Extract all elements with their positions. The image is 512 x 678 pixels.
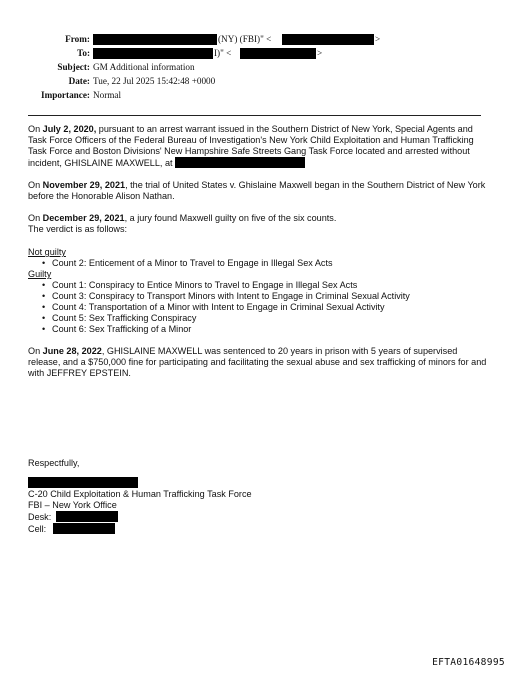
date-highlight: July 2, 2020,	[42, 124, 97, 134]
importance-label: Importance:	[41, 90, 90, 100]
paragraph-arrest: On July 2, 2020, pursuant to an arrest warrant issued in the Southern District of New York, Special Agents and Task Force Officers of the Federal Bureau of Investigation's New York Child Exploitation and Human Trafficking Task Force and Boston Divisions' New Hampshire Safe Streets Gang Task Force located and arrested without incident, GHISLAINE MAXWELL, at	[28, 124, 474, 168]
date-highlight: November 29, 2021	[42, 180, 126, 190]
redaction-block	[53, 523, 115, 534]
importance-value: Normal	[93, 90, 122, 100]
subject-label: Subject:	[57, 62, 90, 72]
not-guilty-list	[28, 258, 488, 269]
list-item: • Count 4: Transportation of a Minor with Intent to Engage in Criminal Sexual Activity	[42, 302, 488, 313]
redaction-block	[175, 157, 305, 168]
guilty-list	[28, 280, 488, 335]
paragraph-sentence: On June 28, 2022, GHISLAINE MAXWELL was sentenced to 20 years in prison with 5 years of supervised release, and a $750,000 fine for participating and facilitating the sexual abuse and sex trafficking of minors for and with JEFFREY EPSTEIN.	[28, 346, 487, 378]
guilty-heading: Guilty	[28, 269, 52, 279]
desk-label: Desk:	[28, 512, 52, 522]
date-label: Date:	[68, 76, 90, 86]
date-value: Tue, 22 Jul 2025 15:42:48 +0000	[93, 76, 216, 86]
redaction-block	[282, 34, 374, 45]
redaction-block	[240, 48, 316, 59]
closing: Respectfully,	[28, 458, 80, 468]
signature-block	[28, 458, 252, 535]
paragraph-verdict: On December 29, 2021, a jury found Maxwell guilty on five of the six counts. The verdict is as follows:	[28, 213, 337, 234]
to-value: I)" <	[214, 48, 232, 58]
message-body	[28, 124, 488, 390]
cell-line	[28, 523, 252, 535]
from-label: From:	[65, 34, 90, 44]
subject-value: GM Additional information	[93, 62, 195, 72]
date-highlight: December 29, 2021	[42, 213, 125, 223]
date-highlight: June 28, 2022	[42, 346, 102, 356]
list-item: • Count 5: Sex Trafficking Conspiracy	[42, 313, 488, 324]
redaction-block	[28, 477, 138, 488]
cell-label: Cell:	[28, 524, 47, 534]
list-item: • Count 1: Conspiracy to Entice Minors to Travel to Engage in Illegal Sex Acts	[42, 280, 488, 291]
list-item: • Count 2: Enticement of a Minor to Travel to Engage in Illegal Sex Acts	[42, 258, 488, 269]
from-value: (NY) (FBI)" <	[218, 34, 272, 44]
paragraph-trial: On November 29, 2021, the trial of United States v. Ghislaine Maxwell began in the Southern District of New York before the Honorable Alison Nathan.	[28, 180, 486, 201]
header-divider	[28, 115, 481, 116]
email-header	[0, 0, 512, 110]
signature-unit: C-20 Child Exploitation & Human Trafficking Task Force	[28, 489, 252, 499]
redaction-block	[56, 511, 118, 522]
redaction-block	[93, 48, 213, 59]
list-item: • Count 3: Conspiracy to Transport Minors with Intent to Engage in Criminal Sexual Activity	[42, 291, 488, 302]
to-label: To:	[77, 48, 90, 58]
redaction-block	[93, 34, 217, 45]
list-item: • Count 6: Sex Trafficking of a Minor	[42, 324, 488, 335]
desk-line	[28, 511, 252, 523]
not-guilty-heading: Not guilty	[28, 247, 66, 257]
signature-office: FBI – New York Office	[28, 500, 117, 510]
document-id: EFTA01648995	[432, 657, 505, 668]
from-end: >	[375, 34, 381, 44]
to-end: >	[317, 48, 323, 58]
